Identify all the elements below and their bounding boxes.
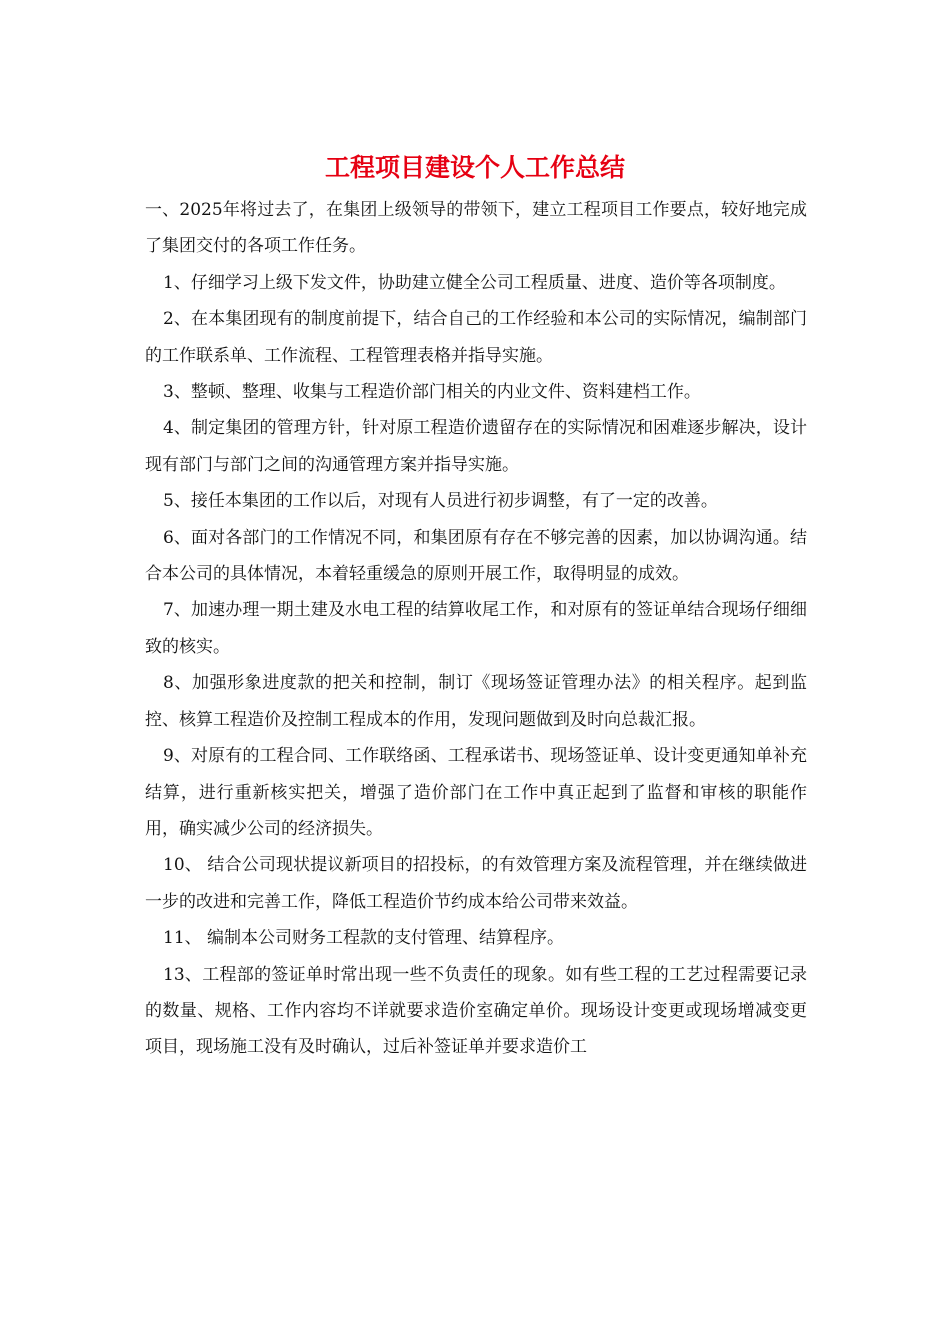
paragraph-item-6: 6、面对各部门的工作情况不同，和集团原有存在不够完善的因素，加以协调沟通。结合本公司的具体情况，本着轻重缓急的原则开展工作，取得明显的成效。 bbox=[145, 527, 807, 585]
paragraph-intro: 一、2025年将过去了，在集团上级领导的带领下，建立工程项目工作要点，较好地完成了集团交付的各项工作任务。 bbox=[145, 200, 807, 257]
paragraph-item-9: 9、对原有的工程合同、工作联络函、工程承诺书、现场签证单、设计变更通知单补充结算，进行重新核实把关，增强了造价部门在工作中真正起到了监督和审核的职能作用，确实减少公司的经济损失。 bbox=[145, 746, 807, 839]
paragraph-item-10: 10、 结合公司现状提议新项目的招投标，的有效管理方案及流程管理，并在继续做进一步的改进和完善工作，降低工程造价节约成本给公司带来效益。 bbox=[145, 855, 807, 912]
paragraph-item-5: 5、接任本集团的工作以后，对现有人员进行初步调整，有了一定的改善。 bbox=[163, 491, 718, 512]
paragraph-item-4: 4、制定集团的管理方针，针对原工程造价遗留存在的实际情况和困难逐步解决，设计现有部门与部门之间的沟通管理方案并指导实施。 bbox=[145, 418, 807, 475]
paragraph-item-7: 7、加速办理一期土建及水电工程的结算收尾工作，和对原有的签证单结合现场仔细细致的核实。 bbox=[145, 600, 807, 657]
paragraph-item-13: 13、工程部的签证单时常出现一些不负责任的现象。如有些工程的工艺过程需要记录的数量、规格、工作内容均不详就要求造价室确定单价。现场设计变更或现场增减变更项目，现场施工没有及时确认，过后补签证单并要求造价工 bbox=[145, 964, 807, 1058]
paragraph-item-2: 2、在本集团现有的制度前提下，结合自己的工作经验和本公司的实际情况，编制部门的工作联系单、工作流程、工程管理表格并指导实施。 bbox=[145, 309, 807, 366]
paragraph-item-8: 8、加强形象进度款的把关和控制，制订《现场签证管理办法》的相关程序。起到监控、核算工程造价及控制工程成本的作用，发现问题做到及时向总裁汇报。 bbox=[145, 673, 807, 730]
paragraph-item-11: 11、 编制本公司财务工程款的支付管理、结算程序。 bbox=[163, 928, 565, 949]
document-body bbox=[145, 192, 807, 1066]
page-title: 工程项目建设个人工作总结 bbox=[324, 153, 625, 182]
paragraph-item-3: 3、整顿、整理、收集与工程造价部门相关的内业文件、资料建档工作。 bbox=[163, 382, 701, 403]
paragraph-item-1: 1、仔细学习上级下发文件，协助建立健全公司工程质量、进度、造价等各项制度。 bbox=[163, 272, 786, 293]
